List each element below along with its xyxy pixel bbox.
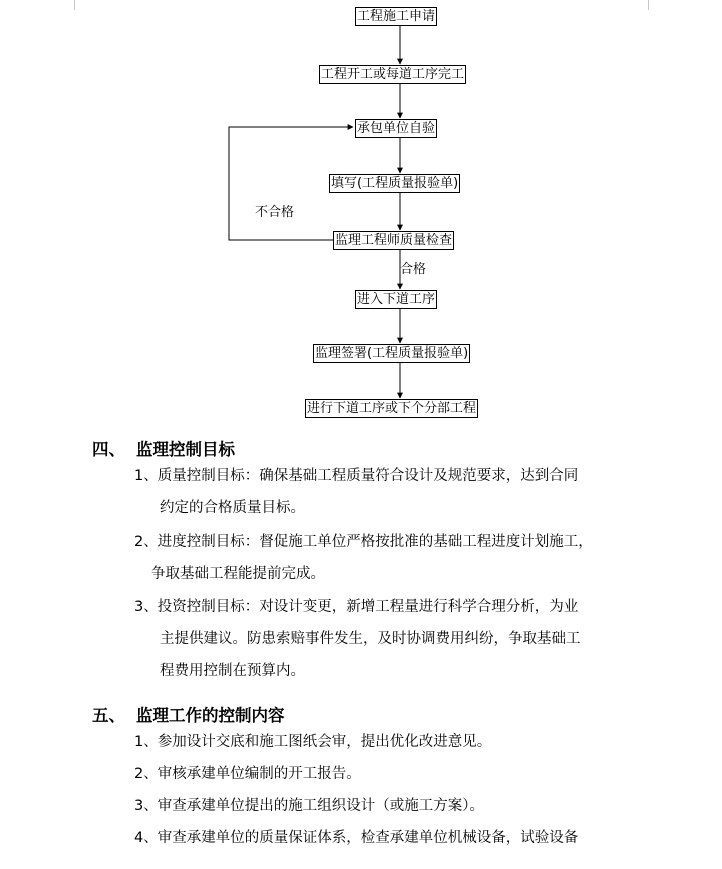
section-5-item: 1、参加设计交底和施工图纸会审，提出优化改进意见。 bbox=[134, 734, 492, 750]
flow-step-box: 工程开工或每道工序完工 bbox=[321, 67, 465, 82]
section-5-number: 五、 bbox=[92, 706, 125, 725]
section-5-item: 3、审查承建单位提出的施工组织设计（或施工方案）。 bbox=[134, 798, 484, 814]
flow-pass-label: 合格 bbox=[400, 262, 427, 277]
section-4-item-1-line-2: 约定的合格质量目标。 bbox=[160, 500, 305, 516]
flow-step-box: 填写(工程质量报验单) bbox=[331, 176, 459, 191]
section-4-item-1-line-1: 1、质量控制目标：确保基础工程质量符合设计及规范要求，达到合同 bbox=[134, 468, 579, 484]
section-5-heading bbox=[92, 702, 285, 726]
section-5-item: 4、审查承建单位的质量保证体系，检查承建单位机械设备，试验设备 bbox=[134, 830, 579, 846]
section-4-item-2-line-1: 2、进度控制目标：督促施工单位严格按批准的基础工程进度计划施工， bbox=[134, 534, 593, 550]
flow-step-box: 进行下道工序或下个分部工程 bbox=[307, 401, 477, 416]
section-4-item-3-line-1: 3、投资控制目标：对设计变更，新增工程量进行科学合理分析，为业 bbox=[134, 599, 579, 615]
flow-fail-label: 不合格 bbox=[255, 205, 295, 220]
flow-step-box: 承包单位自验 bbox=[357, 121, 436, 136]
section-4-item-3-line-2: 主提供建议。防患索赔事件发生，及时协调费用纠纷，争取基础工 bbox=[160, 631, 581, 647]
flow-step-box: 进入下道工序 bbox=[357, 292, 436, 307]
section-4-title: 监理控制目标 bbox=[136, 440, 235, 459]
section-5-item: 2、审核承建单位编制的开工报告。 bbox=[134, 766, 361, 782]
section-4-item-3-line-3: 程费用控制在预算内。 bbox=[160, 663, 305, 679]
flow-step-box: 工程施工申请 bbox=[357, 9, 436, 24]
section-5-title: 监理工作的控制内容 bbox=[136, 706, 285, 725]
flow-step-box: 监理工程师质量检查 bbox=[335, 233, 453, 248]
section-4-item-2-line-2: 争取基础工程能提前完成。 bbox=[151, 566, 325, 582]
section-4-heading bbox=[92, 436, 235, 460]
section-4-number: 四、 bbox=[92, 440, 125, 459]
flow-step-box: 监理签署(工程质量报验单) bbox=[315, 346, 469, 361]
